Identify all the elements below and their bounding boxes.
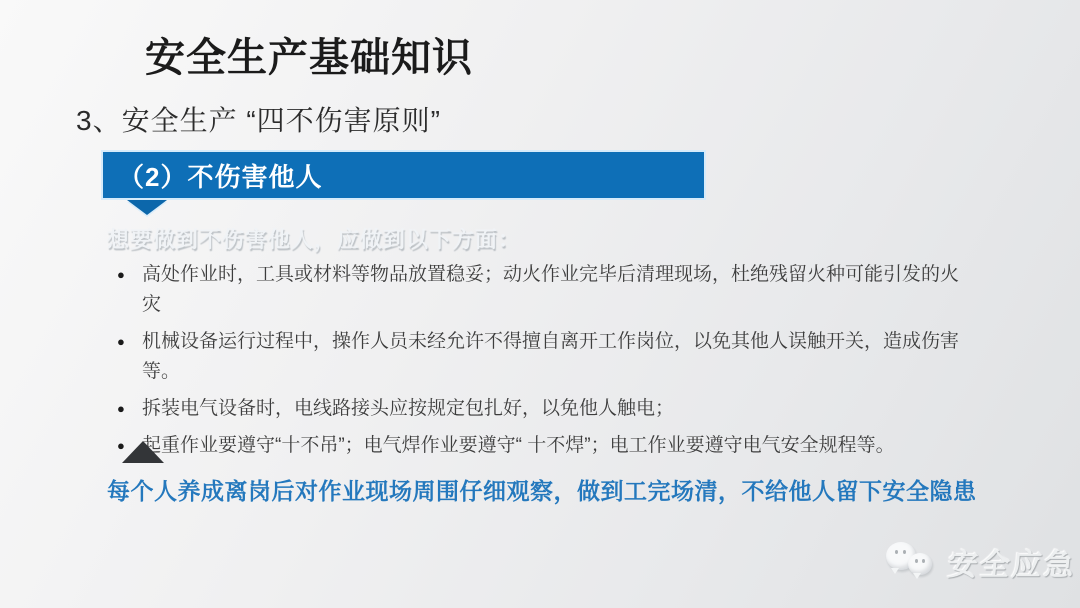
list-item	[116, 260, 968, 320]
bullet-dot-icon: ●	[117, 267, 125, 282]
list-item	[116, 431, 968, 461]
up-triangle-icon	[122, 441, 164, 463]
bullet-text: 机械设备运行过程中，操作人员未经允许不得擅自离开工作岗位，以免其他人误触开关，造成伤害等。	[142, 331, 960, 382]
bubble-eye-icon	[895, 550, 898, 554]
chat-bubble-icon	[908, 553, 932, 575]
page-title: 安全生产基础知识	[145, 36, 473, 80]
lead-in-text: 想要做到不伤害他人，应做到以下方面：	[107, 227, 522, 252]
list-item	[116, 394, 968, 424]
bubble-eye-icon	[922, 559, 925, 563]
conclusion-text: 每个人养成离岗后对作业现场周围仔细观察，做到工完场清，不给他人留下安全隐患	[107, 478, 977, 504]
section-header-bar	[103, 152, 704, 198]
bubble-eye-icon	[915, 559, 918, 563]
bullet-text: 起重作业要遵守“十不吊”；电气焊作业要遵守“ 十不焊”；电工作业要遵守电气安全规程等。	[142, 435, 895, 456]
wechat-bubbles-icon	[884, 538, 940, 586]
watermark-label: 安全应急	[946, 549, 1078, 582]
section-header-tail-icon	[127, 200, 167, 215]
bullet-text: 高处作业时，工具或材料等物品放置稳妥；动火作业完毕后清理现场，杜绝残留火种可能引发的火灾	[142, 264, 960, 315]
bullet-list	[116, 260, 968, 468]
list-item	[116, 327, 968, 387]
section-number-title: 3、安全生产 “四不伤害原则”	[76, 105, 442, 136]
bullet-dot-icon: ●	[117, 438, 125, 453]
bullet-dot-icon: ●	[117, 401, 125, 416]
bullet-text: 拆装电气设备时，电线路接头应按规定包扎好，以免他人触电；	[142, 398, 675, 419]
bullet-dot-icon: ●	[117, 334, 125, 349]
bubble-eye-icon	[903, 550, 906, 554]
watermark	[884, 538, 1076, 586]
section-header-label: （2）不伤害他人	[118, 161, 323, 192]
